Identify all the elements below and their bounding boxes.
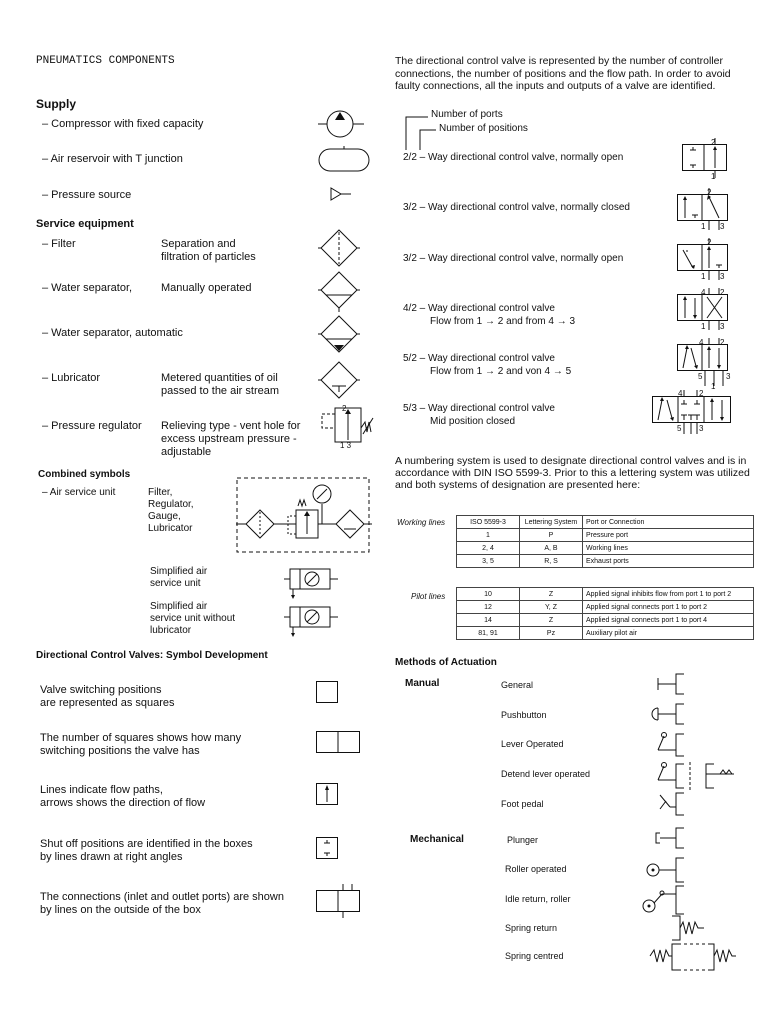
general-actuator-icon — [656, 672, 686, 698]
actuation-idle-roller: Idle return, roller — [505, 894, 571, 904]
page-title: PNEUMATICS COMPONENTS — [36, 55, 175, 67]
simplified-asu-no-lubricator-icon — [284, 604, 340, 640]
cell-letter: Z — [520, 588, 583, 601]
filter-icon — [318, 228, 362, 268]
roller-icon — [644, 856, 686, 884]
simplified-asu-icon — [284, 566, 340, 602]
cell-letter: P — [520, 529, 583, 542]
dcv-dev-2a: The number of squares shows how many — [40, 732, 242, 744]
dcv-dev-3a: Lines indicate flow paths, — [40, 784, 163, 796]
cell-port: Auxiliary pilot air — [583, 627, 754, 640]
working-lines-label: Working lines — [397, 518, 446, 527]
pressure-source-icon — [330, 187, 354, 203]
connections-icon — [316, 884, 362, 922]
single-square-icon — [316, 681, 340, 705]
regulator-desc-3: adjustable — [161, 446, 212, 458]
table-row — [457, 555, 754, 568]
combined-heading: Combined symbols — [38, 469, 131, 480]
cell-iso: 2, 4 — [457, 542, 520, 555]
valve-42-port-3: 3 — [720, 322, 725, 331]
cell-iso: 14 — [457, 614, 520, 627]
flow-path-icon — [316, 783, 340, 807]
actuation-detent: Detend lever operated — [501, 769, 591, 779]
numbering-line-3: and both systems of designation are presented here: — [395, 479, 641, 491]
air-reservoir-label: – Air reservoir with T junction — [42, 153, 183, 165]
dcv-dev-5a: The connections (inlet and outlet ports) are shown — [40, 891, 284, 903]
water-sep-auto-label: – Water separator, automatic — [42, 327, 183, 339]
mechanical-label: Mechanical — [410, 834, 464, 845]
foot-pedal-icon — [652, 789, 686, 817]
valve-22-port-2: 2 — [711, 138, 716, 147]
valve-53-label: 5/3 – Way directional control valve — [403, 403, 555, 414]
dcv-dev-4a: Shut off positions are identified in the boxes — [40, 838, 253, 850]
cell-port: Applied signal connects port 1 to port 4 — [583, 614, 754, 627]
table-row — [457, 601, 754, 614]
lubricator-icon — [318, 360, 362, 400]
valve-42-flow: Flow from 1 → 2 and from 4 → 3 — [430, 316, 576, 327]
valve-42-port-4: 4 — [701, 288, 706, 297]
lubricator-desc-1: Metered quantities of oil — [161, 372, 278, 384]
asu-desc-4: Lubricator — [148, 523, 193, 534]
plunger-icon — [650, 826, 686, 852]
table-row — [457, 614, 754, 627]
water-separator-auto-icon — [318, 314, 362, 358]
cell-port: Pressure port — [583, 529, 754, 542]
number-of-positions-label: Number of positions — [439, 123, 528, 134]
valve-53-port-3: 3 — [699, 424, 704, 433]
cell-letter: Pz — [520, 627, 583, 640]
numbering-line-2: accordance with DIN ISO 5599-3. Prior to this a lettering system was utilized — [395, 467, 750, 479]
reservoir-icon — [318, 146, 378, 176]
number-of-ports-label: Number of ports — [431, 109, 503, 120]
numbering-line-1: A numbering system is used to designate directional control valves and is in — [395, 455, 747, 467]
detent-lever-icon — [652, 760, 742, 790]
valve-42-port-1: 1 — [701, 322, 706, 331]
simplified-asu-2: service unit — [150, 578, 201, 589]
regulator-port-2: 2 — [342, 404, 347, 413]
valve-32no-port-3: 3 — [720, 272, 725, 281]
actuation-lever: Lever Operated — [501, 739, 564, 749]
actuation-spring-return: Spring return — [505, 923, 558, 933]
valve-52-port-2: 2 — [720, 338, 725, 347]
valve-53-port-2: 2 — [699, 389, 704, 398]
cell-letter: A, B — [520, 542, 583, 555]
cell-port: Working lines — [583, 542, 754, 555]
filter-desc-2: filtration of particles — [161, 251, 256, 263]
table-row — [457, 588, 754, 601]
regulator-port-13: 1 3 — [340, 441, 352, 450]
table-row — [457, 529, 754, 542]
lubricator-desc-2: passed to the air stream — [161, 385, 280, 397]
valve-22-no-icon — [682, 138, 732, 180]
header-iso: ISO 5599-3 — [457, 516, 520, 529]
spring-return-icon — [670, 914, 710, 942]
valve-53-port-4: 4 — [678, 389, 683, 398]
compressor-label: – Compressor with fixed capacity — [42, 118, 204, 130]
dcv-dev-3b: arrows shows the direction of flow — [40, 797, 206, 809]
actuation-pushbutton: Pushbutton — [501, 710, 547, 720]
table-header-row — [457, 516, 754, 529]
cell-iso: 10 — [457, 588, 520, 601]
cell-iso: 1 — [457, 529, 520, 542]
cell-letter: Y, Z — [520, 601, 583, 614]
actuation-spring-centred: Spring centred — [505, 951, 564, 961]
valve-53-mid: Mid position closed — [430, 416, 516, 427]
cell-iso: 3, 5 — [457, 555, 520, 568]
valve-32-nc-label: 3/2 – Way directional control valve, normally closed — [403, 202, 630, 213]
actuation-plunger: Plunger — [507, 835, 539, 845]
valve-22-no-label: 2/2 – Way directional control valve, normally open — [403, 152, 624, 163]
valve-52-label: 5/2 – Way directional control valve — [403, 353, 555, 364]
simplified-wo-2: service unit without — [150, 613, 236, 624]
intro-line-1: The directional control valve is represented by the number of controller — [395, 55, 724, 67]
manual-label: Manual — [405, 678, 440, 689]
actuation-general: General — [501, 680, 534, 690]
lever-icon — [652, 730, 686, 758]
header-port: Port or Connection — [583, 516, 754, 529]
valve-52-icon — [677, 338, 733, 388]
valve-42-label: 4/2 – Way directional control valve — [403, 303, 555, 314]
valve-32nc-port-3: 3 — [720, 222, 725, 231]
actuation-roller: Roller operated — [505, 864, 567, 874]
working-lines-table — [456, 515, 754, 568]
cell-port: Applied signal connects port 1 to port 2 — [583, 601, 754, 614]
two-squares-icon — [316, 731, 362, 755]
pushbutton-icon — [650, 702, 686, 728]
valve-53-port-5: 5 — [677, 424, 682, 433]
simplified-wo-3: lubricator — [150, 625, 192, 636]
intro-line-2: connections, the number of positions and the flow path. In order to avoid — [395, 68, 731, 80]
valve-32no-port-1: 1 — [701, 272, 706, 281]
valve-53-icon — [652, 390, 736, 440]
regulator-label: – Pressure regulator — [42, 420, 142, 432]
filter-label: – Filter — [42, 238, 76, 250]
pilot-lines-label: Pilot lines — [411, 592, 446, 601]
regulator-desc-1: Relieving type - vent hole for — [161, 420, 301, 432]
simplified-asu-1: Simplified air — [150, 566, 208, 577]
valve-52-flow: Flow from 1 → 2 and von 4 → 5 — [430, 366, 572, 377]
header-lettering: Lettering System — [520, 516, 583, 529]
valve-32nc-port-1: 1 — [701, 222, 706, 231]
regulator-desc-2: excess upstream pressure - — [161, 433, 297, 445]
valve-52-port-5: 5 — [698, 372, 703, 381]
water-sep-manual-desc: Manually operated — [161, 282, 252, 294]
water-separator-manual-icon — [318, 270, 362, 314]
pilot-lines-table — [456, 587, 754, 640]
air-service-unit-icon — [236, 476, 372, 556]
cell-port: Applied signal inhibits flow from port 1 to port 2 — [583, 588, 754, 601]
spring-centred-icon — [648, 942, 740, 972]
shut-off-icon — [316, 837, 340, 861]
asu-desc-3: Gauge, — [148, 511, 181, 522]
valve-32no-port-2: 2 — [707, 238, 712, 247]
valve-32nc-port-2: 2 — [707, 188, 712, 197]
compressor-icon — [318, 106, 368, 142]
cell-port: Exhaust ports — [583, 555, 754, 568]
dcv-dev-5b: by lines on the outside of the box — [40, 904, 201, 916]
supply-heading: Supply — [36, 97, 77, 111]
actuation-foot: Foot pedal — [501, 799, 544, 809]
filter-desc-1: Separation and — [161, 238, 236, 250]
valve-42-port-2: 2 — [720, 288, 725, 297]
asu-desc-2: Regulator, — [148, 499, 194, 510]
valve-32-no-label: 3/2 – Way directional control valve, normally open — [403, 253, 624, 264]
cell-iso: 12 — [457, 601, 520, 614]
pressure-source-label: – Pressure source — [42, 189, 132, 201]
simplified-wo-1: Simplified air — [150, 601, 208, 612]
cell-iso: 81, 91 — [457, 627, 520, 640]
dcv-dev-1b: are represented as squares — [40, 697, 175, 709]
service-heading: Service equipment — [36, 218, 134, 230]
table-row — [457, 627, 754, 640]
asu-desc-1: Filter, — [148, 487, 173, 498]
intro-line-3: faulty connections, all the inputs and outputs of a valve are identified. — [395, 80, 716, 92]
dcv-dev-2b: switching positions the valve has — [40, 745, 200, 757]
dcv-dev-1a: Valve switching positions — [40, 684, 162, 696]
lubricator-label: – Lubricator — [42, 372, 101, 384]
dcv-dev-4b: by lines drawn at right angles — [40, 851, 183, 863]
valve-52-port-4: 4 — [699, 338, 704, 347]
cell-letter: Z — [520, 614, 583, 627]
cell-letter: R, S — [520, 555, 583, 568]
table-row — [457, 542, 754, 555]
valve-52-port-1: 1 — [711, 382, 716, 391]
water-sep-manual-label: – Water separator, — [42, 282, 133, 294]
air-service-unit-label: – Air service unit — [42, 487, 116, 498]
valve-22-port-1: 1 — [711, 172, 716, 181]
valve-52-port-3: 3 — [726, 372, 731, 381]
actuation-heading: Methods of Actuation — [395, 657, 497, 668]
dcv-dev-heading: Directional Control Valves: Symbol Development — [36, 650, 268, 661]
